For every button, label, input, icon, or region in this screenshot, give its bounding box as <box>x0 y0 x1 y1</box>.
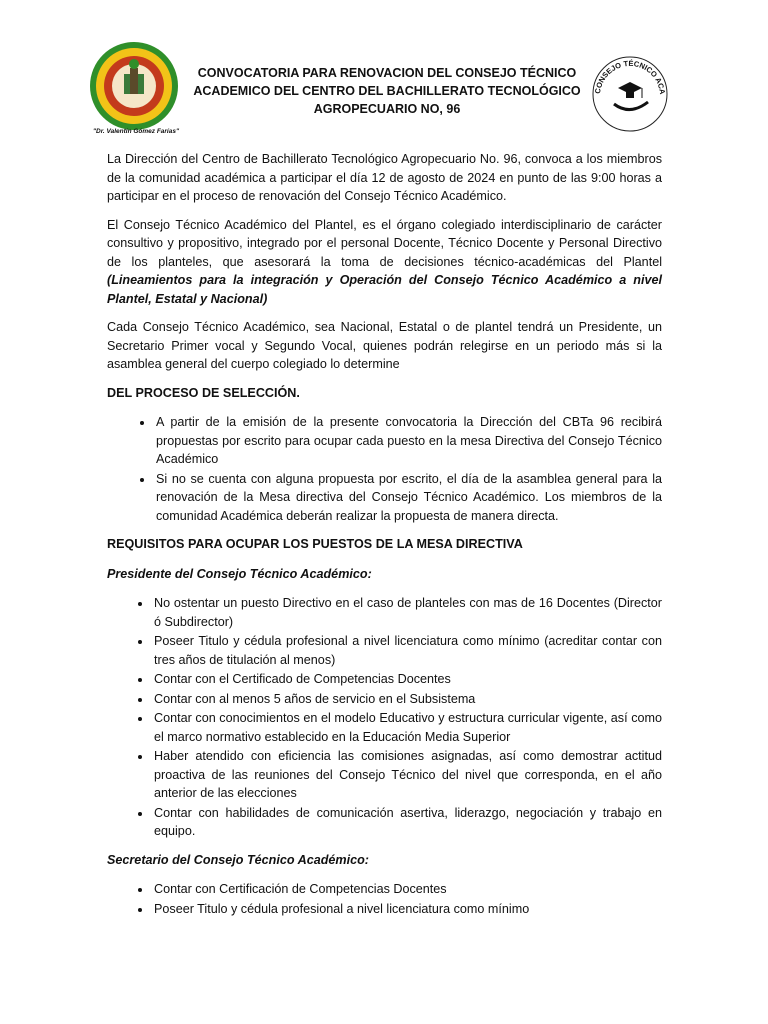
title-line-3: AGROPECUARIO NO, 96 <box>313 102 461 116</box>
seal-ring-text: CONSEJO TÉCNICO ACA <box>593 58 668 95</box>
seal-caption: "Dr. Valentín Gómez Farías" <box>92 128 180 135</box>
intro-paragraph-2-text: El Consejo Técnico Académico del Plantel, es el órgano colegiado interdisciplinario de carácter consultivo y propositivo, integrado por el personal Docente, Técnico Docente y Personal Directivo de los planteles, que asesorará la toma de decisiones técnico-académicas del Plantel <box>107 217 662 269</box>
guidelines-reference: (Lineamientos para la integración y Operación del Consejo Técnico Académico a nivel Plantel, Estatal y Nacional) <box>107 273 662 306</box>
intro-paragraph-2 <box>107 216 662 309</box>
council-seal-logo <box>590 52 670 134</box>
intro-paragraph-3: Cada Consejo Técnico Académico, sea Nacional, Estatal o de plantel tendrá un Presidente, un Secretario Primer vocal y Segundo Vocal, quienes podrán relegirse en un periodo más si la asamblea general del cuerpo colegiado lo determine <box>107 320 662 371</box>
president-heading: Presidente del Consejo Técnico Académico: <box>107 566 372 581</box>
secretary-requirements-list <box>107 880 662 918</box>
list-item: • Si no se cuenta con alguna propuesta por escrito, el día de la asamblea general para la renovación de la Mesa directiva del Consejo Técnico Académico. Los miembros de la comunidad Académica deberán realizar la propuesta de manera directa. <box>154 470 662 526</box>
president-requirements-list <box>107 594 662 841</box>
list-item: • No ostentar un puesto Directivo en el caso de planteles con mas de 16 Docentes (Director ó Subdirector) <box>152 594 662 631</box>
school-seal-logo <box>88 40 184 144</box>
document-body <box>107 150 662 928</box>
document-title <box>180 64 594 118</box>
selection-list <box>107 413 662 525</box>
selection-process-heading: DEL PROCESO DE SELECCIÓN. <box>107 385 300 400</box>
list-item: • Haber atendido con eficiencia las comisiones asignadas, así como demostrar actitud proactiva de las reuniones del Consejo Técnico del nivel que corresponda, en el año anterior de las elecciones <box>152 747 662 803</box>
secretary-heading: Secretario del Consejo Técnico Académico: <box>107 852 369 867</box>
title-line-2: ACADEMICO DEL CENTRO DEL BACHILLERATO TECNOLÓGICO <box>193 84 581 98</box>
list-item: • Contar con Certificación de Competencias Docentes <box>152 880 662 899</box>
list-item: • A partir de la emisión de la presente convocatoria la Dirección del CBTa 96 recibirá propuestas por escrito para ocupar cada puesto en la mesa Directiva del Consejo Técnico Académico <box>154 413 662 469</box>
intro-paragraph-1: La Dirección del Centro de Bachillerato Tecnológico Agropecuario No. 96, convoca a los miembros de la comunidad académica a participar el día 12 de agosto de 2024 en punto de las 9:00 horas a participar en el proceso de renovación del Consejo Técnico Académico. <box>107 152 662 203</box>
requirements-heading: REQUISITOS PARA OCUPAR LOS PUESTOS DE LA MESA DIRECTIVA <box>107 537 523 551</box>
title-line-1: CONVOCATORIA PARA RENOVACION DEL CONSEJO TÉCNICO <box>197 66 577 80</box>
list-item: • Contar con el Certificado de Competencias Docentes <box>152 670 662 689</box>
list-item: • Poseer Titulo y cédula profesional a nivel licenciatura como mínimo <box>152 900 662 919</box>
list-item: • Contar con al menos 5 años de servicio en el Subsistema <box>152 690 662 709</box>
list-item: • Poseer Titulo y cédula profesional a nivel licenciatura como mínimo (acreditar contar con tres años de titulación al menos) <box>152 632 662 669</box>
list-item: • Contar con habilidades de comunicación asertiva, liderazgo, negociación y trabajo en equipo. <box>152 804 662 841</box>
list-item: • Contar con conocimientos en el modelo Educativo y estructura curricular vigente, así como el marco normativo establecido en la Educación Media Superior <box>152 709 662 746</box>
